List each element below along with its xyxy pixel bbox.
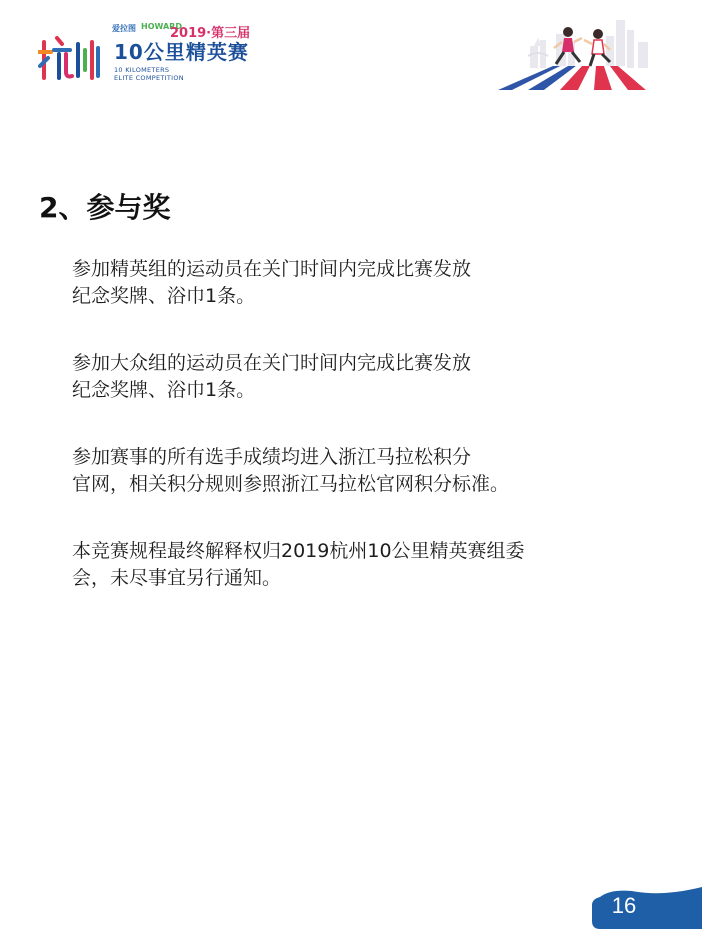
paragraph-public-award: 参加大众组的运动员在关门时间内完成比赛发放 纪念奖牌、浴巾1条。 (72, 352, 472, 401)
event-name-english-line1: 10 KILOMETERS (114, 66, 170, 74)
paragraph-interpretation: 本竞赛规程最终解释权归2019杭州10公里精英赛组委 会，未尽事宜另行通知。 (72, 540, 525, 589)
page-number: 16 (611, 893, 637, 918)
runners-illustration (498, 12, 663, 92)
event-name-english (114, 66, 184, 82)
paragraph-points: 参加赛事的所有选手成绩均进入浙江马拉松积分 官网，相关积分规则参照浙江马拉松官网积分标准。 (72, 446, 510, 495)
page-number-tab (592, 883, 702, 933)
hangzhou-logo-glyph (38, 32, 102, 82)
section-title: 2、参与奖 (39, 191, 171, 224)
event-name-english-line2: ELITE COMPETITION (114, 74, 184, 82)
event-name: 10公里精英赛 (114, 40, 249, 64)
sponsor-brand: 爱拉图 (112, 24, 136, 33)
event-logo (38, 22, 258, 94)
paragraph-elite-award: 参加精英组的运动员在关门时间内完成比赛发放 纪念奖牌、浴巾1条。 (72, 258, 472, 307)
sponsor-brand-green: HOWARD (141, 22, 182, 31)
year-edition: 2019·第三届 (170, 26, 251, 41)
header (0, 0, 702, 110)
section-body (72, 256, 652, 632)
